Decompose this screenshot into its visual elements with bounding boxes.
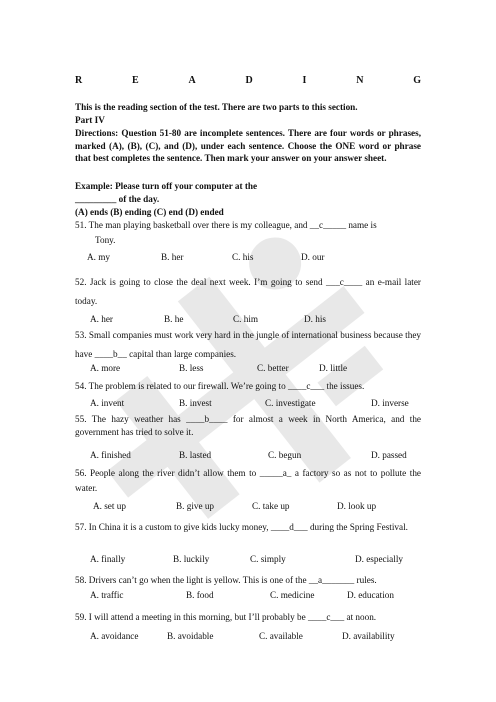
heading-letter: E bbox=[132, 75, 139, 86]
option-d: D. passed bbox=[371, 450, 407, 460]
example-line: Example: Please turn off your computer at the bbox=[75, 181, 258, 191]
example-options: (A) ends (B) ending (C) end (D) ended bbox=[75, 207, 224, 217]
option-b: B. lasted bbox=[179, 450, 212, 460]
option-b: B. less bbox=[179, 363, 204, 373]
heading-letter: R bbox=[75, 75, 83, 86]
option-a: A. invent bbox=[90, 398, 125, 408]
option-a: A. her bbox=[90, 314, 113, 324]
heading-letter: A bbox=[188, 75, 196, 86]
heading-letter: D bbox=[245, 75, 253, 86]
question-stem: 51. The man playing basketball over there is my colleague, and __c_____ name is bbox=[75, 220, 377, 230]
option-d: D. especially bbox=[355, 554, 403, 564]
answer-options bbox=[75, 313, 421, 326]
option-c: C. him bbox=[233, 314, 259, 324]
option-c: C. his bbox=[232, 252, 254, 262]
option-d: D. inverse bbox=[371, 398, 409, 408]
question-stem: 57. In China it is a custom to give kids lucky money, ____d___ during the Spring Festival. bbox=[75, 522, 408, 532]
answer-options bbox=[75, 589, 421, 602]
option-a: A. avoidance bbox=[90, 631, 139, 641]
intro-line: This is the reading section of the test. There are two parts to this section. bbox=[75, 102, 358, 112]
question-stem: 56. People along the river didn’t allow them to _____a_ a factory so as not to pollute the water. bbox=[75, 468, 421, 493]
option-d: D. look up bbox=[337, 501, 377, 511]
question-stem: 59. I will attend a meeting in this morning, but I’ll probably be ____c___ at noon. bbox=[75, 612, 377, 622]
answer-options bbox=[75, 449, 421, 462]
directions-text: Directions: Question 51-80 are incomplete sentences. There are four words or phrases, marked (A), (B), (C), and (D), under each sentence. Choose the ONE word or phrase that best completes the sentence. Then mark your answer on your answer sheet. bbox=[75, 128, 421, 164]
answer-options bbox=[75, 553, 421, 566]
option-a: A. finished bbox=[90, 450, 131, 460]
option-d: D. education bbox=[347, 590, 394, 600]
option-a: A. my bbox=[87, 252, 110, 262]
question-stem: 58. Drivers can’t go when the light is yellow. This is one of the __a_______ rules. bbox=[75, 575, 377, 585]
part-label: Part IV bbox=[75, 115, 105, 125]
answer-options bbox=[75, 500, 421, 513]
option-b: B. luckily bbox=[173, 554, 210, 564]
question-stem: 53. Small companies must work very hard in the jungle of international business because they have ____b__ capital than large companies. bbox=[75, 330, 421, 359]
option-d: D. his bbox=[304, 314, 326, 324]
heading-letter: N bbox=[356, 75, 364, 86]
question-stem: 54. The problem is related to our firewall. We’re going to ____c___ the issues. bbox=[75, 381, 365, 391]
question-stem-continued: Tony. bbox=[95, 235, 116, 245]
option-a: A. finally bbox=[90, 554, 126, 564]
option-d: D. our bbox=[301, 252, 325, 262]
option-c: C. begun bbox=[268, 450, 302, 460]
option-a: A. set up bbox=[93, 501, 126, 511]
answer-options bbox=[75, 630, 421, 643]
option-d: D. availability bbox=[342, 631, 395, 641]
answer-options bbox=[75, 251, 421, 264]
option-c: C. medicine bbox=[270, 590, 315, 600]
option-c: C. better bbox=[257, 363, 289, 373]
heading-letter: G bbox=[413, 75, 421, 86]
option-c: C. investigate bbox=[265, 398, 316, 408]
option-c: C. available bbox=[259, 631, 303, 641]
option-b: B. her bbox=[161, 252, 184, 262]
option-c: C. simply bbox=[250, 554, 286, 564]
option-b: B. avoidable bbox=[167, 631, 214, 641]
option-d: D. little bbox=[319, 363, 348, 373]
answer-options bbox=[75, 362, 421, 375]
option-b: B. invest bbox=[179, 398, 212, 408]
option-b: B. he bbox=[164, 314, 184, 324]
question-stem: 52. Jack is going to close the deal next week. I’m going to send ___c____ an e-mail later today. bbox=[75, 277, 421, 306]
option-a: A. more bbox=[90, 363, 121, 373]
example-blank-line: _________ of the day. bbox=[75, 194, 160, 204]
option-b: B. food bbox=[186, 590, 214, 600]
answer-options bbox=[75, 397, 421, 410]
option-c: C. take up bbox=[252, 501, 290, 511]
heading-letter: I bbox=[302, 75, 307, 86]
reading-heading bbox=[75, 75, 421, 86]
question-stem: 55. The hazy weather has ____b____ for almost a week in North America, and the government has tried to solve it. bbox=[75, 414, 421, 437]
option-a: A. traffic bbox=[90, 590, 124, 600]
option-b: B. give up bbox=[176, 501, 215, 511]
